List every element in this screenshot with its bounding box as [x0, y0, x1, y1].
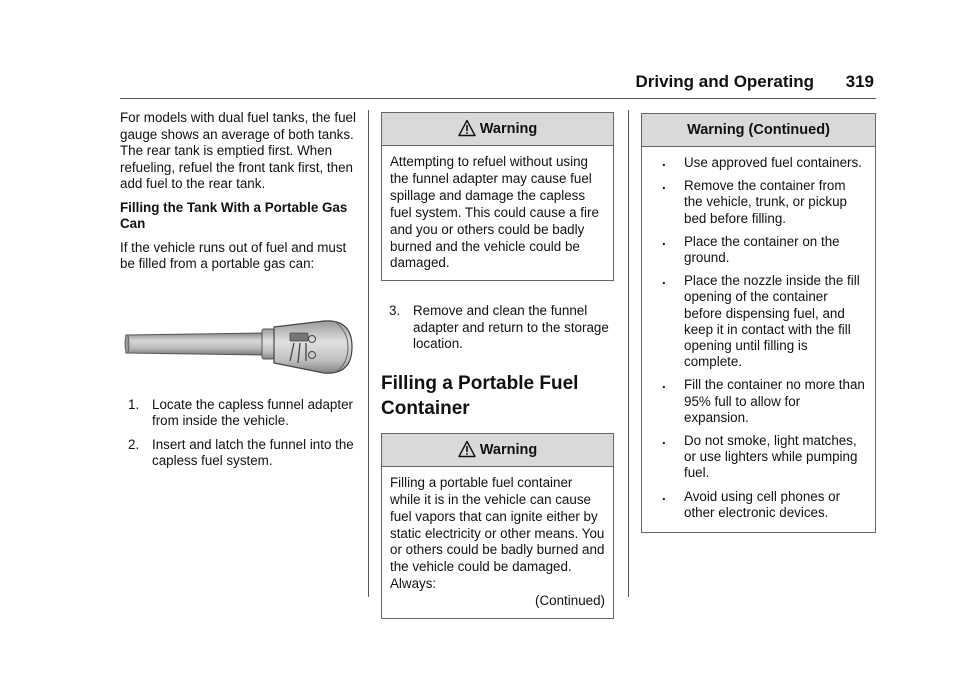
- warning-icon: [458, 119, 476, 137]
- warning-box-2: [381, 433, 614, 619]
- funnel-adapter-illustration: [124, 313, 356, 385]
- warning-bullet-list: [642, 147, 875, 532]
- continued-label: (Continued): [535, 593, 605, 609]
- gas-can-paragraph: If the vehicle runs out of fuel and must be filled from a portable gas can:: [120, 239, 347, 271]
- steps-list-1: [120, 397, 360, 470]
- warning-box-continued: [641, 113, 876, 533]
- warning-header: [382, 434, 613, 467]
- list-item: 3. Remove and clean the funnel adapter and return to the storage location.: [389, 303, 609, 352]
- subheading-portable-gas-can: Filling the Tank With a Portable Gas Can: [120, 199, 348, 231]
- warning-text: Attempting to refuel without using the funnel adapter may cause fuel spillage and damage the capless fuel system. This could cause a fire and you or others could be badly burned and the vehicle could be damaged.: [390, 154, 599, 271]
- list-item: . Place the nozzle inside the fill opening of the container before dispensing fuel, and keep it in contact with the fill opening until filling is complete.: [662, 272, 860, 370]
- intro-paragraph: For models with dual fuel tanks, the fuel gauge shows an average of both tanks. The rear tank is emptied first. When refueling, refuel the front tank first, then add fuel to the rear tank.: [120, 110, 356, 191]
- column-2: [381, 112, 614, 619]
- list-item: . Remove the container from the vehicle, trunk, or pickup bed before filling.: [662, 177, 848, 226]
- steps-list-2: [381, 303, 614, 353]
- warning-text: Filling a portable fuel container while it is in the vehicle can cause fuel vapors that can ignite either by static electricity or other means. You or others could be badly burned and the vehicle could be damaged. Always:: [390, 474, 605, 592]
- column-divider-1: [368, 110, 369, 597]
- list-item: 1. Locate the capless funnel adapter from inside the vehicle.: [128, 396, 354, 428]
- column-divider-2: [628, 110, 629, 597]
- column-1: [120, 110, 360, 477]
- warning-header: Warning (Continued): [642, 114, 875, 147]
- page-number: 319: [845, 72, 874, 91]
- section-title: Filling a Portable Fuel Container: [381, 372, 579, 419]
- list-item: 2. Insert and latch the funnel into the capless fuel system.: [128, 436, 354, 468]
- list-item: . Fill the container no more than 95% full to allow for expansion.: [662, 376, 865, 425]
- warning-title: Warning: [479, 441, 538, 458]
- warning-icon: [458, 440, 476, 458]
- header-title: Driving and Operating: [635, 72, 814, 91]
- warning-box-1: [381, 112, 614, 281]
- list-item: . Avoid using cell phones or other electronic devices.: [662, 487, 841, 520]
- warning-title: Warning: [479, 121, 538, 137]
- list-item: . Place the container on the ground.: [662, 232, 840, 266]
- column-3: [641, 113, 876, 533]
- list-item: . Do not smoke, light matches, or use lighters while pumping fuel.: [662, 432, 858, 481]
- list-item: . Use approved fuel containers.: [662, 154, 862, 170]
- page-header: [120, 64, 876, 99]
- warning-header: [382, 113, 613, 146]
